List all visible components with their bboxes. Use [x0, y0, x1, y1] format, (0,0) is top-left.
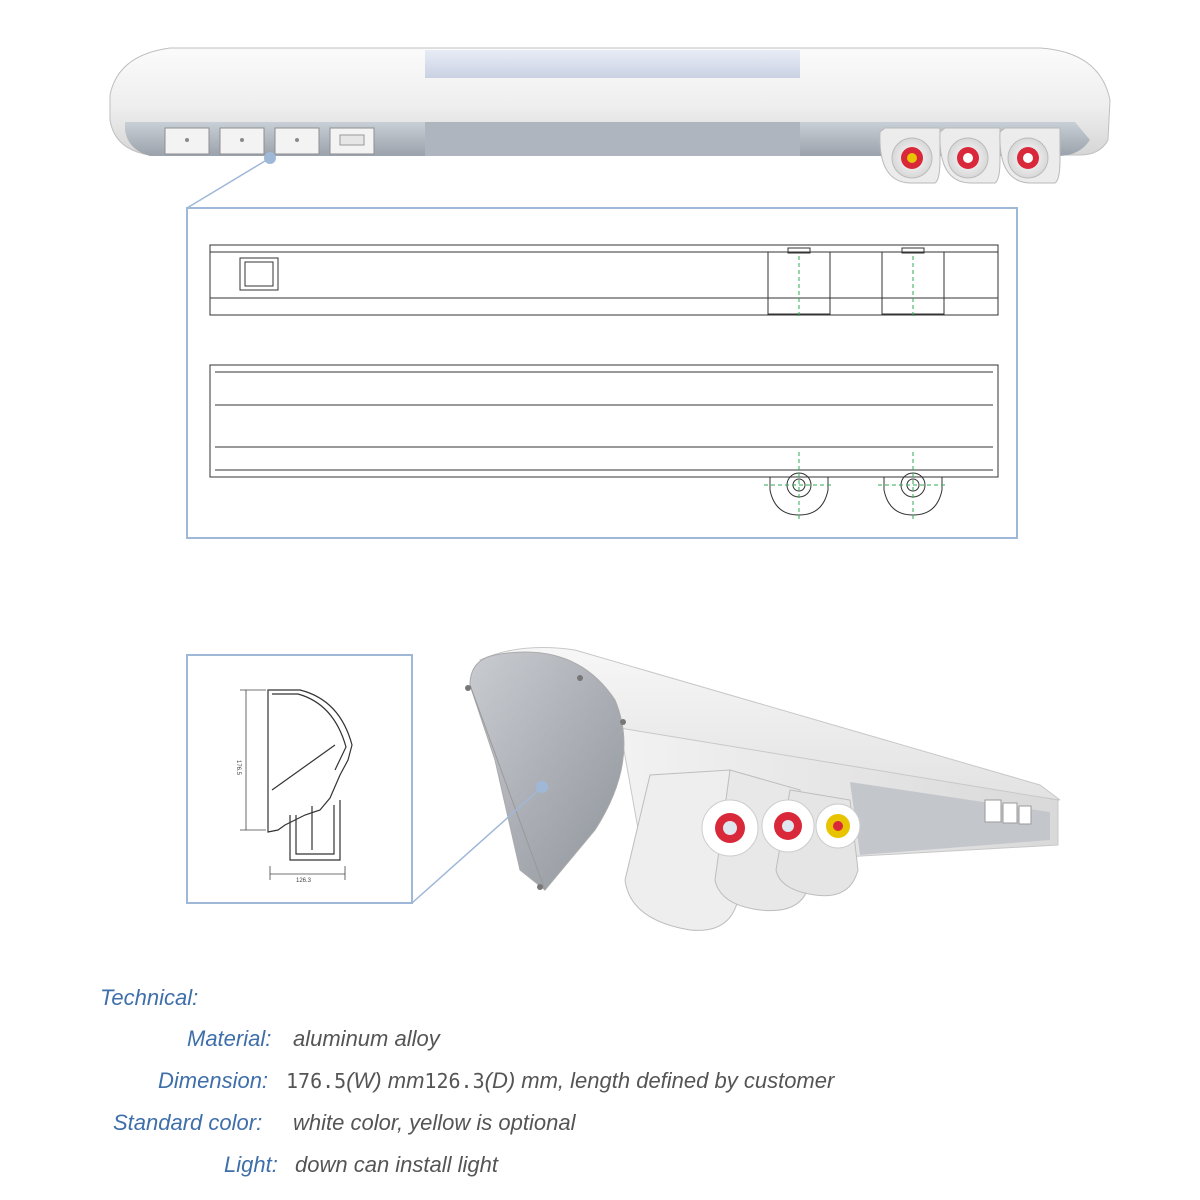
angled-gas-outlet-3 — [816, 804, 860, 848]
light-value: down can install light — [295, 1152, 499, 1177]
dim-height-label: 176.5 — [235, 760, 241, 776]
dimension-depth-unit: (D) mm, length defined by customer — [484, 1068, 835, 1093]
dimension-width-unit: (W) mm — [346, 1068, 425, 1093]
technical-heading: Technical: — [100, 985, 199, 1010]
light-label: Light: — [224, 1152, 278, 1177]
dimension-width-number: 176.5 — [286, 1069, 347, 1093]
angled-gas-outlet-1 — [702, 800, 758, 856]
color-label: Standard color: — [113, 1110, 263, 1135]
material-value: aluminum alloy — [293, 1026, 440, 1051]
dimension-label: Dimension: — [158, 1068, 269, 1093]
dimension-value — [286, 1068, 834, 1094]
color-value: white color, yellow is optional — [293, 1110, 576, 1135]
dim-width-label: 126.3 — [296, 878, 312, 884]
material-label: Material: — [187, 1026, 272, 1051]
end-cap — [470, 652, 624, 890]
angled-gas-outlet-2 — [762, 800, 814, 852]
dimension-depth-number: 126.3 — [424, 1069, 485, 1093]
